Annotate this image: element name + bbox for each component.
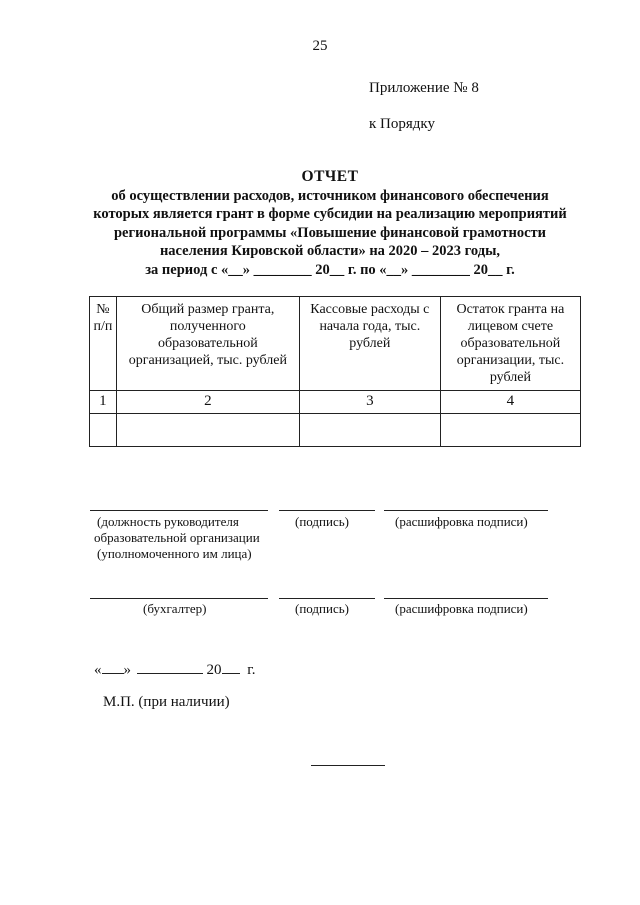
accountant-signature-caption: (подпись) — [295, 601, 349, 616]
table-cell — [116, 414, 299, 447]
title-line-4: населения Кировской области» на 2020 – 2023 годы, — [159, 243, 501, 259]
date-close-quote: » — [123, 662, 131, 678]
header-grant-total: Общий размер гранта, полученного образовательной организацией, тыс. рублей — [116, 297, 299, 391]
date-suffix: г. — [247, 662, 256, 678]
director-decryption-line — [384, 510, 548, 511]
report-title: ОТЧЕТ — [301, 168, 359, 185]
report-title-block — [60, 168, 600, 279]
accountant-line — [90, 598, 268, 599]
header-number: № п/п — [90, 297, 117, 391]
table-cell — [440, 414, 580, 447]
title-period-line: за период с «__» ________ 20__ г. по «__» ________ 20__ г. — [145, 261, 515, 278]
month-blank — [137, 661, 203, 674]
date-open-quote: « — [94, 662, 102, 678]
year-blank — [222, 661, 240, 674]
table-row — [90, 414, 581, 447]
appendix-label: Приложение № 8 — [369, 80, 479, 96]
director-decryption-caption: (расшифровка подписи) — [395, 514, 528, 529]
director-position-caption — [94, 514, 260, 562]
header-cash-expenses: Кассовые расходы с начала года, тыс. рублей — [299, 297, 440, 391]
title-line-1: об осуществлении расходов, источником финансового обеспечения — [111, 187, 549, 204]
caption-line: (должность руководителя — [97, 514, 239, 529]
director-signature-caption: (подпись) — [295, 514, 349, 529]
date-field — [94, 661, 255, 679]
caption-line: (уполномоченного им лица) — [97, 546, 252, 561]
table-cell — [90, 414, 117, 447]
day-blank — [102, 661, 124, 674]
accountant-caption: (бухгалтер) — [143, 601, 207, 616]
column-number-4: 4 — [440, 391, 580, 414]
header-grant-balance: Остаток гранта на лицевом счете образовательной организации, тыс. рублей — [440, 297, 580, 391]
table-cell — [299, 414, 440, 447]
table-header-row — [90, 297, 581, 391]
table-row — [90, 391, 581, 414]
accountant-signature-line — [279, 598, 375, 599]
date-year: 20 — [206, 662, 222, 678]
title-line-3: региональной программы «Повышение финансовой грамотности — [113, 224, 546, 241]
caption-line: образовательной организации — [94, 530, 260, 545]
column-number-3: 3 — [299, 391, 440, 414]
page-number: 25 — [312, 38, 328, 54]
closing-divider — [311, 765, 385, 766]
order-reference: к Порядку — [369, 116, 435, 132]
report-table — [89, 296, 581, 447]
accountant-decryption-caption: (расшифровка подписи) — [395, 601, 528, 616]
stamp-label: М.П. (при наличии) — [103, 694, 230, 710]
accountant-decryption-line — [384, 598, 548, 599]
title-line-2: которых является грант в форме субсидии на реализацию мероприятий — [93, 206, 567, 222]
director-position-line — [90, 510, 268, 511]
column-number-2: 2 — [116, 391, 299, 414]
column-number-1: 1 — [90, 391, 117, 414]
director-signature-line — [279, 510, 375, 511]
